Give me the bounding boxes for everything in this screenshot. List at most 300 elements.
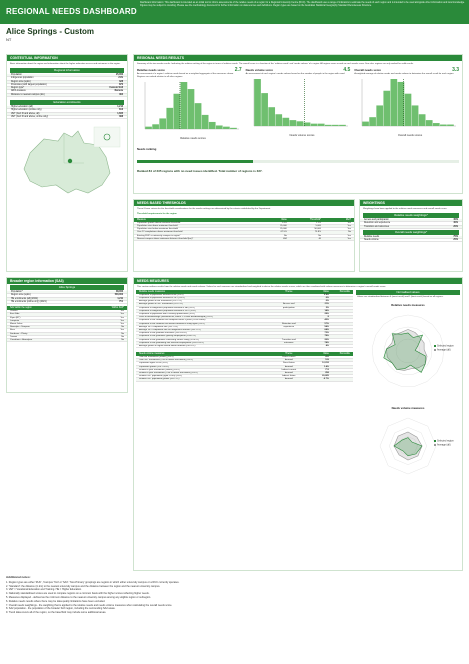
education-enrolments-heading: Education enrolments [10,100,124,105]
info-row [7,301,127,304]
histogram-bar [195,103,202,129]
info-value: 500,000 [114,294,123,297]
sa2-within: No [121,332,124,335]
sa2-name: Namatjira - Simpson [10,326,30,329]
info-label: Access and participation [364,218,389,221]
sa2-within: Yes [120,313,124,316]
measure-theme: Direct future [282,362,295,365]
thresholds-title: NEEDS BASED THRESHOLDS [134,200,354,206]
info-row [360,239,462,242]
measure-percentile [329,366,350,368]
info-label: Postcodes (with largest population) [11,83,47,86]
notes-title: Additional notes: [6,575,31,579]
info-label: Region size (sqkm) [11,294,31,297]
table-cell: 484 [283,237,287,240]
measure-percentile [329,345,350,347]
measure-value: 57% [324,322,329,325]
needs-volume-desc: An assessment of each region's needs volume based on the number of people in the region with need. [245,72,345,75]
col-sa2: SA2 within the region [10,307,32,310]
col-percentile: Percentile [339,353,350,356]
measure-value: 109 [325,359,329,362]
histogram-bar [202,115,209,129]
weightings-panel [359,199,463,272]
info-value: 40% [453,218,458,221]
histogram-bar [216,125,223,129]
sa2-within: Yes [120,319,124,322]
needs-volume-label: Needs volume score [245,67,273,72]
histogram-bar [275,114,282,126]
info-label: Population [11,73,22,76]
col-measure: Measure [137,218,146,221]
measure-value: 713 [325,368,329,371]
needs-measures-title: NEEDS MEASURES [134,278,462,284]
info-row [7,94,127,97]
table-cell: 5,000 [315,225,322,227]
measure-value: 6% [325,297,329,300]
measure-percentile [329,313,350,315]
sa2-name: Sandover - Plenty [10,332,28,335]
col-theme: Theme [285,290,293,293]
relative-needs-card [137,67,242,146]
overall-needs-score: 3.3 [452,66,460,73]
info-value: 40% [453,222,458,225]
measure-percentile [329,378,350,380]
col-percentile: Percentile [339,290,350,293]
measure-percentile [329,329,350,331]
measure-value: 20,825 [322,375,329,378]
needs-measures-desc: This section outlines results from the relative needs and needs volume. Values for each measure are standardised and weighted to derive the relative needs scores, which are then combined with volume measures to determine a region's overall needs score. [137,285,386,288]
sa2-within: Yes [120,329,124,332]
regional-needs-results-panel [133,54,463,194]
info-value: 388 [119,115,123,118]
col-value: Value [323,353,329,356]
overall-needs-histogram [354,76,458,138]
measure-name: Proportion of HE graduates gaining employment (2020-21) [139,335,196,338]
col-within-sa3: Within SA3* [111,307,124,310]
relative-needs-score: 2.7 [234,66,242,73]
measure-name: Population growth (2017-2021) [139,365,170,368]
legend-swatch [434,349,436,351]
info-label: Higher education (online only) [11,109,42,112]
histogram-bar [426,120,433,126]
additional-notes [6,576,463,615]
info-row [360,226,462,229]
info-value: 870 [119,83,123,86]
overall-weightings-heading: Overall needs weightings* [363,230,459,235]
measure-percentile [329,356,350,358]
histogram-bar [339,125,346,126]
note-item: 8. SA2 population - the population of the broader SA3 region, including the surrounding SA2 areas. [6,607,116,611]
info-label: HE enrolments (all) (2021) [11,297,38,300]
measure-value: 2% [325,306,329,309]
sa2-within: No [121,326,124,329]
table-cell: Existing RUC or university campus in region* [137,234,181,237]
measure-value: 258 [325,372,329,375]
sa2-within: Yes [120,310,124,313]
measure-theme: outcomes [284,341,294,344]
sa2-within: No [121,338,124,341]
table-cell: Yes [347,234,351,237]
measure-name: Proportion of HE graduates continuing further study (2019-21) [139,338,199,341]
measure-theme [270,297,308,299]
measure-theme: Retention and [281,322,296,325]
col-theme: Theme [285,353,293,356]
measure-theme [270,329,308,331]
legend-swatch [434,345,436,347]
relative-needs-label: Relative needs score [137,67,165,72]
histogram-bar [412,105,419,126]
x-axis-label: Relative needs scores [180,136,206,140]
needs-volume-card [246,67,351,146]
histogram-bar [447,124,454,125]
measure-name: Proportion of Indigenous population enrolled in HE (2021) [139,306,195,309]
measure-percentile [329,294,350,296]
info-value: 484 [119,93,123,96]
sa2-name: Yuendumu - Anmatjere [10,338,33,341]
histogram-bar [370,117,377,126]
table-cell: No [283,234,287,237]
sa2-within: Yes [120,322,124,325]
histogram-bar [261,93,268,126]
measure-theme: demand [284,372,293,375]
measure-name: Proportion of HE graduate outcomes (2019-2021) [139,332,188,335]
table-cell: Yes [347,225,351,227]
measure-percentile [329,310,350,312]
measure-percentile [329,339,350,341]
dashboard-header [0,0,469,24]
measure-value: 26% [324,338,329,341]
sa2-name: Ross [10,329,15,332]
measure-name: Proportion of population with a tertiary qualification (2021) [139,313,195,316]
measure-theme [270,313,308,315]
measure-value: 1.4% [323,365,329,368]
info-value: 38,000 [115,291,123,293]
measure-percentile [329,307,350,309]
measure-value: 78% [324,335,329,338]
histogram-bar [188,89,195,129]
sa2-name: Larapinta [10,319,20,322]
region-state: NT [6,37,12,42]
histogram-bar [310,123,317,125]
histogram-bar [174,93,181,128]
table-row [7,339,127,342]
info-label: Needs volume [364,239,379,242]
measure-value: 54% [324,325,329,328]
histogram-bar [384,91,391,126]
measure-name: Average growth in higher-skilled labour demand (2015-22) [139,344,196,347]
table-cell: No [348,231,351,234]
measure-theme [270,294,308,296]
needs-ranking-text: Ranked 84 of 235 regions with no need issues identified. Total number of regions is 337. [137,168,263,173]
measure-name: Average VET completion rate (2017-19) [139,325,178,328]
note-item: 6. Relative needs results where there may be data quality limitations have been excluded. [6,599,106,603]
legend-label: Average (all) [437,348,451,352]
measure-name: Proportion of HE students that complete within 9 years (2016 cohort) [139,319,206,322]
measure-theme: Indirect future [282,375,296,378]
info-value: 25% [453,239,458,242]
histogram-bar [289,120,296,126]
histogram-bar [181,82,188,129]
measure-value: 4% [325,344,329,347]
histogram-bar [318,123,325,125]
measure-percentile [329,316,350,318]
region-title: Alice Springs - Custom [6,27,95,36]
broader-region-panel [6,277,128,393]
measure-name: Proportion of HE students that would commence study again (2021) [139,322,205,325]
histogram-bar [363,121,370,125]
info-label: VET (Cert III and above, all) [11,112,40,115]
contextual-information-title: CONTEXTUAL INFORMATION [7,55,127,61]
histogram-bar [325,125,332,126]
col-met: Met? [345,218,351,221]
relative-needs-desc: An assessment of a region's relative needs based on a weighted aggregate of the measures shown. Regions are ranked relative to all other regions. [137,72,234,78]
measure-value: 3.8% [323,293,329,296]
measure-theme: demand [284,378,293,381]
measure-percentile [329,297,350,299]
legend-swatch [434,444,436,446]
note-item: 3. VET = Vocational Education and Training. HE = Higher Education. [6,588,82,592]
histogram-bar [296,121,303,126]
table-cell: 25,000 [280,228,287,231]
sa2-name: Tanami [10,335,18,338]
histogram-bar [254,79,261,126]
broader-region-title: Broader region information (SA3) [7,278,127,284]
measure-value: -0.7% [323,378,329,381]
info-value: 20% [453,225,458,228]
measure-theme: Transition and [281,338,296,341]
contextual-information-panel [6,54,128,272]
measure-value: 28% [324,313,329,316]
measure-name: Proportion of population enrolled in VET (2021) [139,297,185,300]
info-label: Distance to nearest campus (km) [11,93,45,96]
measure-value: 0% [325,300,329,303]
contextual-information-desc: Basic information about the region and information about the higher education access and outcomes in the region. [10,62,121,65]
measure-name: Proportion of population enrolled in HE (2021) [139,293,184,296]
histogram-bar [405,94,412,126]
volume-radar-title: Needs volume measures [391,405,425,410]
needs-measures-panel [133,277,463,571]
info-value: 1,605 [117,112,123,115]
relative-needs-histogram [137,79,241,141]
col-value: Value [323,290,329,293]
legend-swatch [434,440,436,442]
histogram-bar [145,126,152,128]
needs-ranking-bar [137,159,459,164]
thresholds-subtitle: Threshold requirements for the region [137,213,177,216]
measure-value: 73% [324,332,329,335]
relative-needs-radar [356,307,460,395]
measure-percentile [329,375,350,377]
histogram-bar [419,114,426,126]
needs-results-title: REGIONAL NEEDS RESULTS [134,55,462,61]
measure-value: 8 [327,316,329,319]
dashboard-title: REGIONAL NEEDS DASHBOARD [6,7,137,16]
measure-theme: Direct current [282,356,296,359]
note-item: 4. Nationally standardised scores are used to compare regions on a common basis with the higher scores reflecting higher needs. [6,592,150,596]
histogram-bar [223,126,230,128]
measure-theme: demand [284,359,293,362]
measure-name: Level of disadvantage (SEIFA decile, where 1 = most disadvantaged) (2021) [139,316,213,319]
regional-information-heading: Regional information [10,68,124,73]
measure-percentile [329,300,350,302]
measure-theme [270,319,308,321]
histogram-bar [332,125,339,126]
histogram-bar [159,118,166,129]
table-cell: Yes [347,221,351,224]
table-row [136,345,353,348]
info-label: HE enrolments (online only) (2021) [11,300,47,303]
measure-name: Proportion of Indigenous population enrolled in VET (2021) [139,309,196,312]
table-cell: Yes [347,237,351,240]
table-cell: 1.4% [281,221,287,224]
overall-needs-desc: A weighted average of relative needs and needs volume to determine the overall result for each region. [354,72,454,75]
normalised-values-desc: Values are standardised between 0 (worst result) and 1 (best result) based on all regions. [357,295,444,298]
measure-percentile [329,369,350,371]
measure-value: 64% [324,328,329,331]
weightings-title: WEIGHTINGS [360,200,462,206]
legend-label: Selected region [437,439,454,443]
info-value: 751 [119,300,123,303]
histogram-bar [433,123,440,126]
measure-value: 411 [325,356,329,359]
relative-weightings-heading: Relative needs weightings* [363,213,459,218]
overall-needs-label: Overall needs score [354,67,381,72]
histogram-bar [268,107,275,126]
legend-label: Average (all) [437,443,451,447]
measure-name: Student VET population (aged 15-64) (2021) [139,375,183,378]
measure-name: Average growth in VET enrolments (2017-21) [139,303,183,306]
relative-radar-title: Relative needs measures [391,302,425,307]
info-value: 1,211 [117,297,123,300]
measure-percentile [329,319,350,321]
measure-name: Proportion of HE graduating into relevant employment (2020-2021) [139,341,204,344]
sa2-name: Charles [10,310,18,313]
table-cell: No [318,234,322,237]
weightings-desc: Weightings have been applied to the relative needs measures and overall needs score. [363,207,448,210]
region-map [10,123,126,201]
info-label: Region type* [11,87,25,90]
table-cell: 1.1% [316,221,322,224]
info-value: 1,214 [117,105,123,108]
measure-value: 12,232 [322,362,329,365]
table-cell: Population size below maximum threshold [137,228,178,231]
info-row [7,116,127,119]
measure-name: Student VET population growth (2017-22) [139,378,180,381]
table-cell: 25,000 [280,225,287,227]
info-label: Region size (sqkm) [11,80,31,83]
measure-name: Average growth in HE enrolments (2017-21) [139,300,182,303]
info-label: Relative needs [364,235,380,238]
note-item: 1. Region types are either 'RUC', 'Campus' 'Not' or 'SA3'. 'Non-Primary' groupings are regions in which either university campus or a RUC currently operates. [6,580,180,584]
measure-percentile [329,359,350,361]
info-label: Population* [11,291,23,293]
map-inset [94,127,120,147]
measure-percentile [329,332,350,334]
table-row [134,238,354,241]
needs-ranking-label: Needs ranking [137,146,157,151]
measure-theme: experience [283,325,295,328]
histogram-bar [166,108,173,129]
histogram-bar [209,122,216,129]
measure-theme [270,316,308,318]
histogram-bar [230,128,237,129]
measure-theme: demand [284,365,293,368]
info-label: ARIA measure [11,90,26,93]
col-relative-measure: Relative needs measures [139,290,165,293]
measure-name: Total VET enrolments (Cert III above and online) (2021) [139,359,193,362]
needs-thresholds-panel [133,199,355,272]
col-threshold: Threshold* [309,218,322,221]
dashboard-description: Dashboard information: This dashboard is intended as an initial tool to inform assessments of the relative needs of a region for a Regional University Centre (RUC). The dashboard uses a range of indicators to estimate the needs of each region and is intended to be used alongside other information and local knowledge. Figures may be subject to rounding. Please see the methodology document for further information on data sources and definitions. Region types are based on the Australian Statistical Geography Standard Remoteness Structure. [140,2,465,7]
measure-value: -11% [323,303,329,306]
table-cell: Yes [347,228,351,231]
sa2-name: Flynn (NT) [10,316,21,319]
info-value: 328 [119,80,123,83]
table-cell: Population size above minimum threshold [137,225,178,227]
info-label: Retention and experience [364,222,391,225]
info-label: Indigenous population [11,77,34,80]
measure-theme: Indirect current [281,368,297,371]
measure-percentile [329,323,350,325]
col-value: Value [281,218,287,221]
measure-percentile [329,372,350,374]
measure-theme [270,310,308,312]
measure-percentile [329,335,350,337]
note-item: 9. Trend data covers all of the region, so the base/SA2 may include some additional areas. [6,611,107,615]
measure-theme [270,332,308,334]
measure-name: Total HE enrolments (online) (2021) [139,356,174,359]
col-volume-measure: Needs volume measures [139,353,165,356]
measure-name: Average VET completion rate for Indigenous learners (2017-21) [139,328,201,331]
overall-needs-card [354,67,459,146]
measure-value: 42% [324,319,329,322]
note-item: 5. Measures displayed - defined as the minimum distance to the nearest university campus among any eligible region or subregion. [6,595,151,599]
measure-theme [270,345,308,347]
x-axis-label: Needs volume scores [289,133,315,137]
normalised-values-heading: Normalised values [356,290,460,295]
broader-region-name: Alice Springs [10,285,124,290]
needs-volume-histogram [246,76,350,138]
info-value: Custom SA3 [109,87,123,90]
info-value: 21% [118,77,123,80]
measure-theme [270,335,308,337]
legend-label: Selected region [437,344,454,348]
info-value: 25,000 [115,73,123,76]
sa2-within: No [121,335,124,338]
sa2-within: Yes [120,316,124,319]
sa2-name: East Side [10,313,20,316]
note-item: 7. Overall needs weightings - the weighting that is applied to the relative needs and needs volume measures when calculating the overall needs score. [6,603,173,607]
measure-percentile [329,303,350,305]
note-item: 2. 'Standard': the distance (in km) to the nearest university campus and the distance between the region and the nearest university campus. [6,584,161,588]
histogram-bar [152,124,159,129]
histogram-bar [440,124,447,125]
table-cell: 50,000 [314,228,322,231]
histogram-bar [391,79,398,126]
region-marker [68,159,72,163]
x-axis-label: Overall needs scores [398,133,423,137]
table-row [136,378,353,381]
table-cell: Year 12 completions above minimum threshold [137,231,183,234]
measure-name: Population aged 18-64 (2021) [139,362,168,365]
needs-results-desc: Summary of the two needs results: Indicating the relative ranking of the region in terms of relative needs. The overall score is a function of the 'relative needs' and 'needs volume' of a region. All regions were scored on each needs score. See also: regions are only ranked for valid results. [137,62,414,65]
measure-value: 14% [324,309,329,312]
measure-value: 74% [324,341,329,344]
info-value: 75% [453,235,458,238]
measure-name: Student 4-year enrolments (online) (2021) [139,368,180,371]
measure-percentile [329,326,350,328]
table-cell: Nearest campus above minimum distance threshold (km)* [137,237,194,240]
